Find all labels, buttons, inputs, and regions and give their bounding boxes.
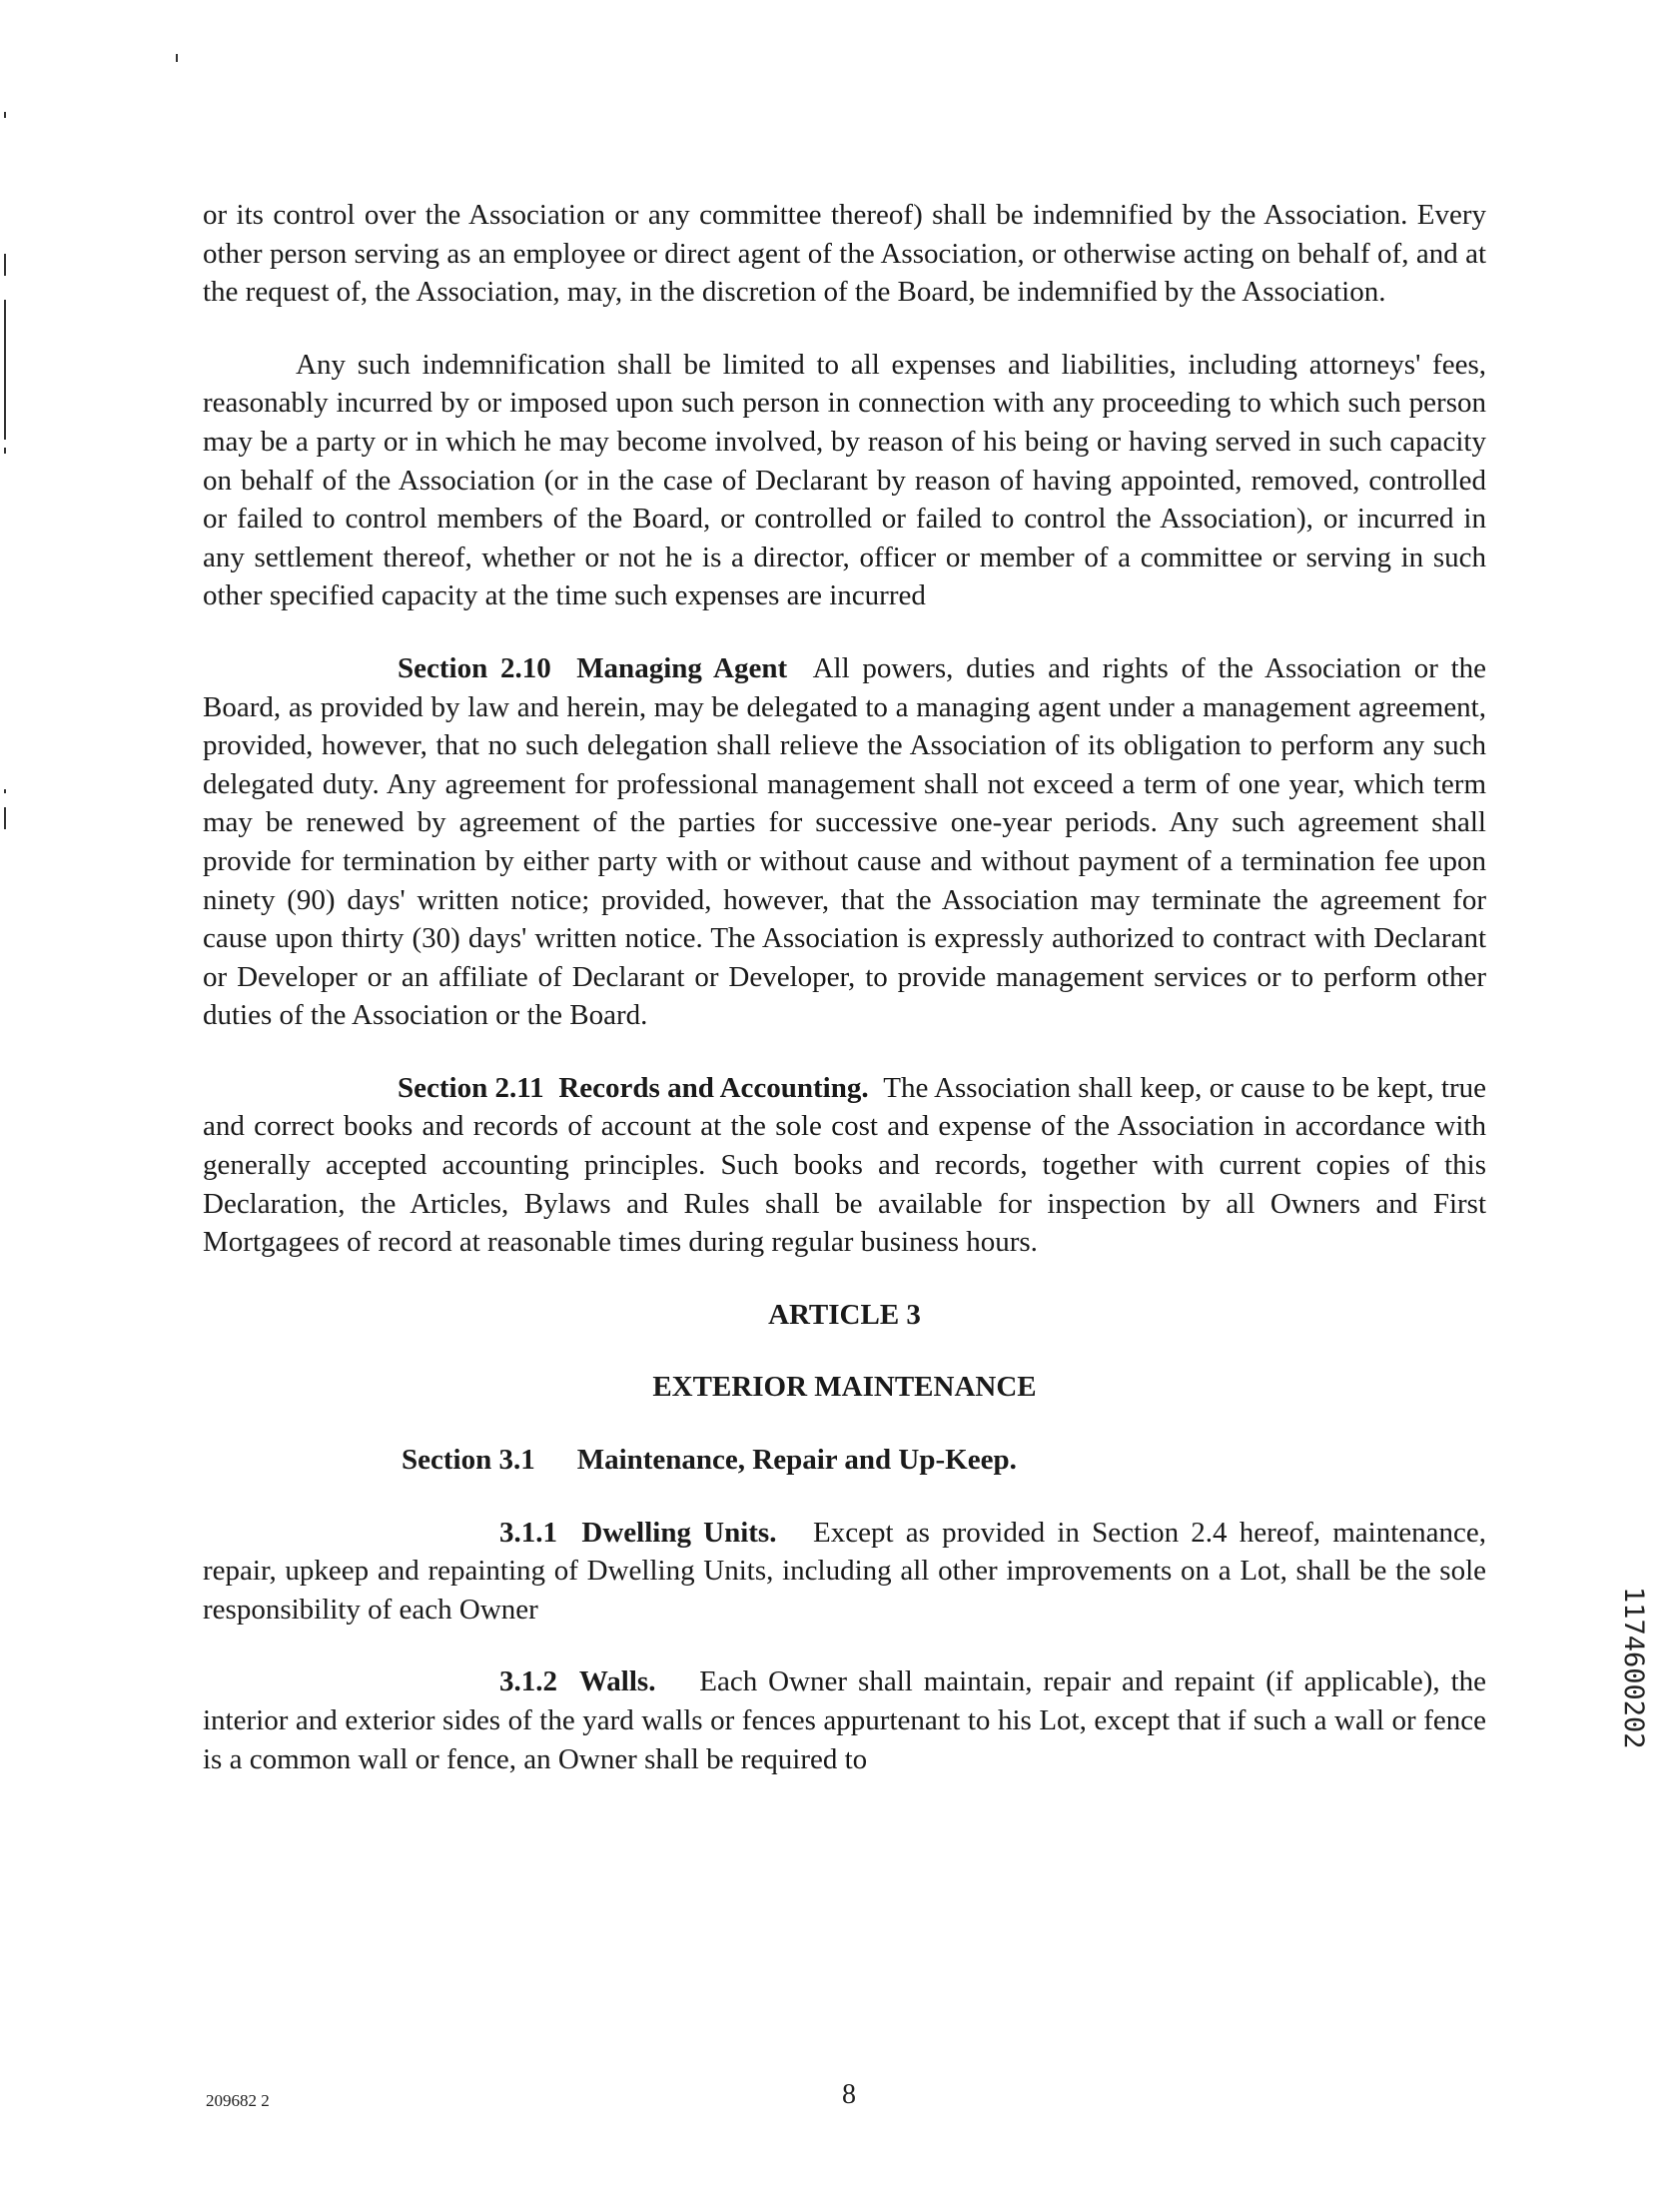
section-3-1-2-text: Each Owner shall maintain, repair and repaint (if applicable), the interior and exterior sides of the yard walls or fences appurtenant to his Lot, except that if such a wall or fence is a common wall or fence, an Owner shall be required to: [203, 1665, 1487, 1775]
article-title: EXTERIOR MAINTENANCE: [652, 1371, 1037, 1404]
section-3-1-1-title: Dwelling Units.: [581, 1516, 777, 1549]
article-label: ARTICLE 3: [768, 1298, 921, 1331]
section-3-1-1-text: Except as provided in Section 2.4 hereof, maintenance, repair, upkeep and repainting of Dwelling Units, including all other improvements on a Lot, shall be the sole responsibility of each Owner: [203, 1516, 1487, 1626]
recording-stamp: 1174600202: [1618, 1587, 1649, 1749]
paragraph-indemnification-intro: or its control over the Association or any committee thereof) shall be indemnified by the Association. Every other person serving as an employee or direct agent of the Association, or otherwise acting on behalf of, and at the request of, the Association, may, in the discretion of the Board, be indemnified by the Association.: [203, 199, 1486, 309]
section-2-10: [203, 649, 1486, 1035]
section-3-1-2-title: Walls.: [578, 1665, 656, 1698]
section-3-1-title: Maintenance, Repair and Up-Keep.: [576, 1444, 1017, 1477]
section-2-10-title: Managing Agent: [576, 651, 788, 684]
document-body: [203, 196, 1486, 1812]
section-2-10-text: All powers, duties and rights of the Association or the Board, as provided by law and herein, may be delegated to a managing agent under a management agreement, provided, however, that no such delegation shall relieve the Association of its obligation to perform any such delegated duty. Any agreement for professional management shall not exceed a term of one year, which term may be renewed by agreement of the parties for successive one-year periods. Any such agreement shall provide for termination by either party with or without cause and without payment of a termination fee upon ninety (90) days' written notice; provided, however, that the Association may terminate the agreement for cause upon thirty (30) days' written notice. The Association is expressly authorized to contract with Declarant or Developer or an affiliate of Declarant or Developer, to provide management services or to perform other duties of the Association or the Board.: [203, 651, 1487, 1032]
section-3-1-1-number: 3.1.1: [499, 1516, 557, 1549]
section-3-1-heading: [203, 1441, 1486, 1480]
section-2-11-text: The Association shall keep, or cause to be kept, true and correct books and records of account at the sole cost and expense of the Association in accordance with generally accepted accounting principles. Such books and records, together with current copies of this Declaration, the Articles, Bylaws and Rules shall be available for inspection by all Owners and First Mortgagees of record at reasonable times during regular business hours.: [203, 1071, 1487, 1259]
page-number: 8: [842, 2079, 856, 2110]
section-2-11: [203, 1069, 1486, 1262]
section-2-10-number: Section 2.10: [398, 651, 551, 684]
section-3-1-number: Section 3.1: [402, 1444, 535, 1477]
section-2-11-title: Records and Accounting.: [558, 1071, 869, 1104]
section-3-1-1: [203, 1514, 1486, 1630]
section-3-1-2: [203, 1662, 1486, 1778]
document-id: 209682 2: [206, 2091, 270, 2110]
section-3-1-2-number: 3.1.2: [499, 1665, 557, 1698]
section-2-11-number: Section 2.11: [398, 1071, 544, 1104]
paragraph-indemnification-limits: Any such indemnification shall be limited to all expenses and liabilities, including attorneys' fees, reasonably incurred by or imposed upon such person in connection with any proceeding to which such person may be a party or in which he may become involved, by reason of his being or having served in such capacity on behalf of the Association (or in the case of Declarant by reason of having appointed, removed, controlled or failed to control members of the Board, or controlled or failed to control the Association), or incurred in any settlement thereof, whether or not he is a director, officer or member of a committee or serving in such other specified capacity at the time such expenses are incurred: [203, 348, 1486, 612]
